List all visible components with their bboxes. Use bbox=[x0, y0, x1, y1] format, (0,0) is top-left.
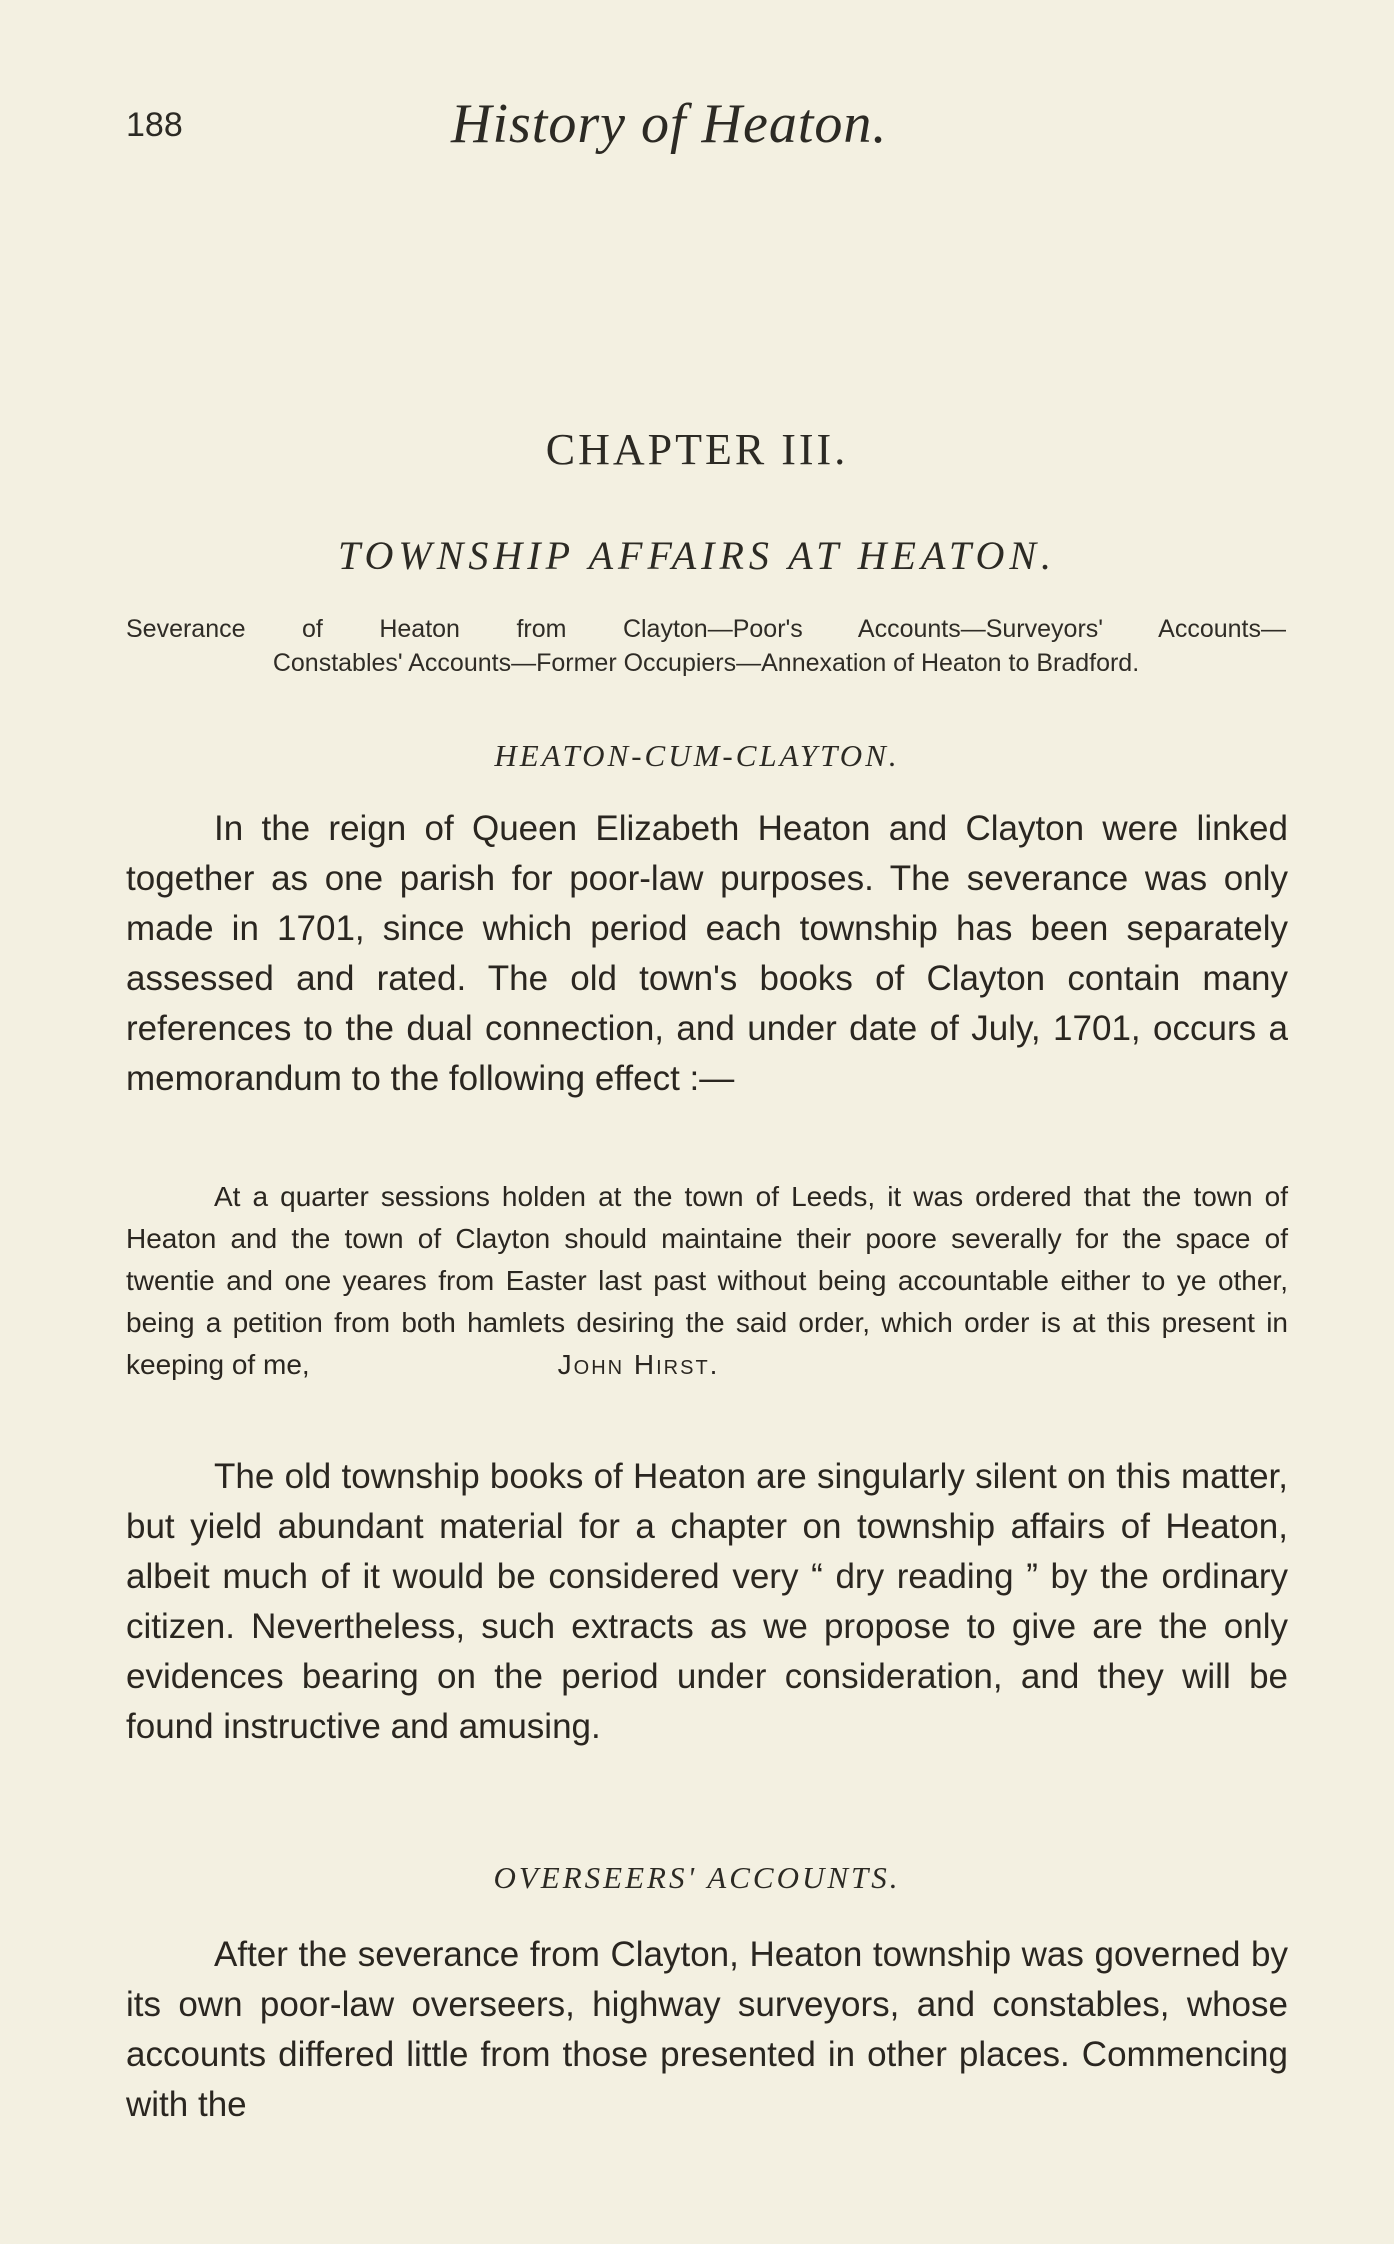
running-title: History of Heaton. bbox=[451, 93, 888, 155]
synopsis-line-1: Severance of Heaton from Clayton—Poor's Accounts—Surveyors' Accounts— bbox=[126, 615, 1286, 643]
memorandum-signature: John Hirst. bbox=[557, 1349, 720, 1380]
chapter-synopsis bbox=[126, 612, 1286, 680]
section-heading-overseers-accounts: OVERSEERS' ACCOUNTS. bbox=[493, 1860, 901, 1895]
section-heading-heaton-cum-clayton: HEATON-CUM-CLAYTON. bbox=[494, 738, 900, 773]
paragraph-overseers: After the severance from Clayton, Heaton township was governed by its own poor-law overseers, highway surveyors, and constables, whose accounts differed little from those presented in other places. Commencing with the bbox=[126, 1935, 1288, 2124]
synopsis-line-2: Constables' Accounts—Former Occupiers—Annexation of Heaton to Bradford. bbox=[272, 649, 1140, 677]
chapter-title: TOWNSHIP AFFAIRS AT HEATON. bbox=[337, 533, 1057, 578]
paragraph-township-books: The old township books of Heaton are singularly silent on this matter, but yield abundant material for a chapter on township affairs of Heaton, albeit much of it would be considered very “ dry reading ” by the ordinary citizen. Nevertheless, such extracts as we propose to give are the only evidences bearing on the period under consideration, and they will be found instructive and amusing. bbox=[126, 1457, 1288, 1746]
chapter-number: CHAPTER III. bbox=[545, 425, 849, 474]
quoted-memorandum bbox=[126, 1176, 1288, 1386]
page-number: 188 bbox=[126, 106, 183, 144]
quoted-memorandum-text: At a quarter sessions holden at the town of Leeds, it was ordered that the town of Heaton and the town of Clayton should maintaine their poore severally for the space of twentie and one yeares from Easter last past without being accountable either to ye other, being a petition from both hamlets desiring the said order, which order is at this present in keeping of me, bbox=[126, 1181, 1288, 1380]
running-head bbox=[126, 92, 1296, 155]
paragraph-severance: In the reign of Queen Elizabeth Heaton and Clayton were linked together as one parish for poor-law purposes. The severance was only made in 1701, since which period each township has been separately assessed and rated. The old town's books of Clayton contain many references to the dual connection, and under date of July, 1701, occurs a memorandum to the following effect :— bbox=[126, 809, 1288, 1098]
